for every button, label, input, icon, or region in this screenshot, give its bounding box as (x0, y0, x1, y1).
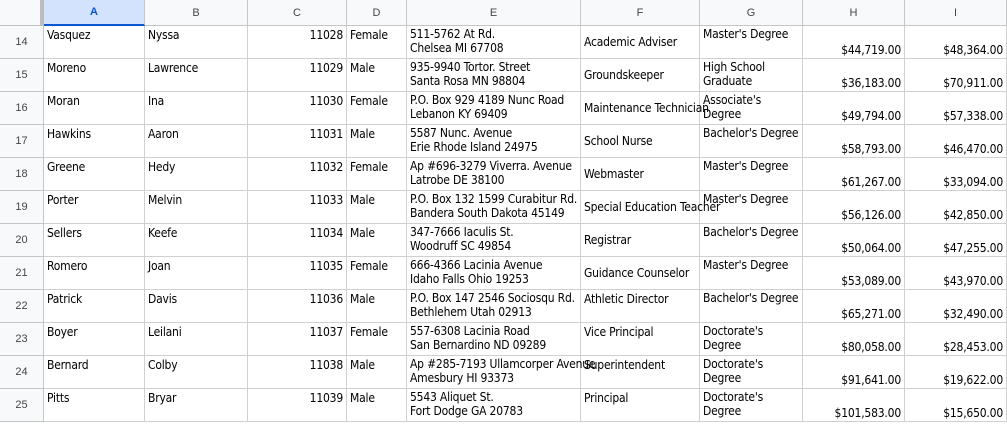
cell-last-name[interactable]: Porter (44, 191, 145, 224)
row-header[interactable]: 22 (0, 290, 44, 323)
cell-id[interactable]: 11034 (248, 224, 347, 257)
cell-address[interactable] (407, 257, 581, 290)
row-header[interactable]: 18 (0, 158, 44, 191)
address-line-city: Santa Rosa MN 98804 (410, 74, 526, 88)
cell-first-name[interactable]: Lawrence (145, 59, 248, 92)
address-line-city: Chelsea MI 67708 (410, 41, 504, 55)
cell-id[interactable]: 11037 (248, 323, 347, 356)
cell-id[interactable]: 11028 (248, 26, 347, 59)
address-line-street: 935-9940 Tortor. Street (410, 60, 531, 74)
cell-id[interactable]: 11030 (248, 92, 347, 125)
cell-address[interactable] (407, 158, 581, 191)
cell-gender[interactable]: Female (347, 257, 407, 290)
cell-education[interactable]: High School Graduate (700, 59, 803, 92)
address-line-city: Erie Rhode Island 24975 (410, 140, 538, 154)
cell-first-name[interactable]: Bryar (145, 389, 248, 422)
cell-last-name[interactable]: Greene (44, 158, 145, 191)
address-line-city: Woodruff SC 49854 (410, 239, 512, 253)
cell-id[interactable]: 11029 (248, 59, 347, 92)
cell-gender[interactable]: Male (347, 290, 407, 323)
cell-address[interactable] (407, 125, 581, 158)
cell-last-name[interactable]: Patrick (44, 290, 145, 323)
cell-salary-h[interactable]: $91,641.00 (803, 356, 905, 389)
cell-id[interactable]: 11038 (248, 356, 347, 389)
cell-education[interactable]: Doctorate's Degree (700, 323, 803, 356)
cell-id[interactable]: 11033 (248, 191, 347, 224)
cell-gender[interactable]: Male (347, 191, 407, 224)
address-line-street: 5543 Aliquet St. (410, 390, 494, 404)
cell-last-name[interactable]: Bernard (44, 356, 145, 389)
address-line-city: Bethlehem Utah 02913 (410, 305, 532, 319)
cell-first-name[interactable]: Aaron (145, 125, 248, 158)
address-line-street: P.O. Box 147 2546 Sociosqu Rd. (410, 291, 575, 305)
row-header[interactable]: 17 (0, 125, 44, 158)
cell-first-name[interactable]: Colby (145, 356, 248, 389)
cell-salary-h[interactable]: $49,794.00 (803, 92, 905, 125)
row-header[interactable]: 20 (0, 224, 44, 257)
cell-address[interactable] (407, 92, 581, 125)
cell-job-title[interactable]: Special Education Teacher (581, 191, 700, 224)
column-header-c[interactable]: C (248, 0, 347, 26)
cell-id[interactable]: 11039 (248, 389, 347, 422)
cell-salary-i[interactable]: $42,850.00 (905, 191, 1007, 224)
cell-salary-i[interactable]: $48,364.00 (905, 26, 1007, 59)
cell-gender[interactable]: Male (347, 125, 407, 158)
cell-address[interactable] (407, 59, 581, 92)
column-header-i[interactable]: I (905, 0, 1007, 26)
cell-last-name[interactable]: Sellers (44, 224, 145, 257)
cell-first-name[interactable]: Ina (145, 92, 248, 125)
cell-address[interactable] (407, 323, 581, 356)
address-line-city: Idaho Falls Ohio 19253 (410, 272, 529, 286)
cell-salary-i[interactable]: $47,255.00 (905, 224, 1007, 257)
column-header-d[interactable]: D (347, 0, 407, 26)
cell-salary-h[interactable]: $61,267.00 (803, 158, 905, 191)
cell-job-title[interactable]: Groundskeeper (581, 59, 700, 92)
cell-salary-i[interactable]: $43,970.00 (905, 257, 1007, 290)
cell-job-title[interactable]: Maintenance Technician (581, 92, 700, 125)
address-line-street: 557-6308 Lacinia Road (410, 324, 530, 338)
cell-salary-h[interactable]: $58,793.00 (803, 125, 905, 158)
cell-education[interactable]: Doctorate's Degree (700, 389, 803, 422)
cell-address[interactable] (407, 224, 581, 257)
cell-gender[interactable]: Male (347, 224, 407, 257)
cell-job-title[interactable]: Superintendent (581, 356, 700, 389)
cell-gender[interactable]: Female (347, 158, 407, 191)
cell-job-title[interactable]: Academic Adviser (581, 26, 700, 59)
cell-job-title[interactable]: Vice Principal (581, 323, 700, 356)
address-line-city: Lebanon KY 69409 (410, 107, 508, 121)
address-line-street: 5587 Nunc. Avenue (410, 126, 513, 140)
cell-education[interactable]: Associate's Degree (700, 92, 803, 125)
address-line-street: P.O. Box 929 4189 Nunc Road (410, 93, 565, 107)
cell-address[interactable] (407, 389, 581, 422)
cell-job-title[interactable]: Guidance Counselor (581, 257, 700, 290)
cell-salary-i[interactable]: $33,094.00 (905, 158, 1007, 191)
row-header[interactable]: 19 (0, 191, 44, 224)
cell-education[interactable]: Master's Degree (700, 158, 803, 191)
cell-salary-h[interactable]: $53,089.00 (803, 257, 905, 290)
cell-job-title[interactable]: School Nurse (581, 125, 700, 158)
cell-last-name[interactable]: Vasquez (44, 26, 145, 59)
cell-last-name[interactable]: Moreno (44, 59, 145, 92)
cell-id[interactable]: 11035 (248, 257, 347, 290)
cell-first-name[interactable]: Nyssa (145, 26, 248, 59)
cell-last-name[interactable]: Boyer (44, 323, 145, 356)
cell-id[interactable]: 11031 (248, 125, 347, 158)
cell-salary-h[interactable]: $80,058.00 (803, 323, 905, 356)
cell-gender[interactable]: Female (347, 92, 407, 125)
cell-salary-i[interactable]: $70,911.00 (905, 59, 1007, 92)
cell-last-name[interactable]: Moran (44, 92, 145, 125)
cell-id[interactable]: 11036 (248, 290, 347, 323)
cell-salary-h[interactable]: $44,719.00 (803, 26, 905, 59)
cell-last-name[interactable]: Pitts (44, 389, 145, 422)
cell-education[interactable]: Master's Degree (700, 26, 803, 59)
cell-last-name[interactable]: Hawkins (44, 125, 145, 158)
address-line-city: Latrobe DE 38100 (410, 173, 505, 187)
column-header-h[interactable]: H (803, 0, 905, 26)
address-line-street: P.O. Box 132 1599 Curabitur Rd. (410, 192, 578, 206)
address-line-street: Ap #285-7193 Ullamcorper Avenue (410, 357, 596, 371)
select-all-corner[interactable] (0, 0, 44, 26)
column-header-g[interactable]: G (700, 0, 803, 26)
column-header-b[interactable]: B (145, 0, 248, 26)
cell-address[interactable] (407, 290, 581, 323)
cell-education[interactable]: Master's Degree (700, 191, 803, 224)
column-header-a[interactable]: A (44, 0, 145, 26)
address-line-city: Bandera South Dakota 45149 (410, 206, 565, 220)
cell-first-name[interactable]: Davis (145, 290, 248, 323)
cell-first-name[interactable]: Leilani (145, 323, 248, 356)
cell-gender[interactable]: Male (347, 59, 407, 92)
cell-id[interactable]: 11032 (248, 158, 347, 191)
column-header-e[interactable]: E (407, 0, 581, 26)
cell-first-name[interactable]: Keefe (145, 224, 248, 257)
cell-gender[interactable]: Female (347, 26, 407, 59)
cell-salary-h[interactable]: $101,583.00 (803, 389, 905, 422)
cell-job-title[interactable]: Registrar (581, 224, 700, 257)
cell-education[interactable]: Doctorate's Degree (700, 356, 803, 389)
address-line-city: San Bernardino ND 09289 (410, 338, 546, 352)
row-header[interactable]: 23 (0, 323, 44, 356)
row-header[interactable]: 14 (0, 26, 44, 59)
cell-first-name[interactable]: Melvin (145, 191, 248, 224)
cell-first-name[interactable]: Hedy (145, 158, 248, 191)
cell-address[interactable] (407, 26, 581, 59)
cell-salary-i[interactable]: $46,470.00 (905, 125, 1007, 158)
cell-gender[interactable]: Male (347, 356, 407, 389)
cell-education[interactable]: Master's Degree (700, 257, 803, 290)
column-header-f[interactable]: F (581, 0, 700, 26)
cell-salary-i[interactable]: $19,622.00 (905, 356, 1007, 389)
row-header[interactable]: 24 (0, 356, 44, 389)
address-line-street: Ap #696-3279 Viverra. Avenue (410, 159, 572, 173)
address-line-street: 347-7666 Iaculis St. (410, 225, 514, 239)
cell-salary-h[interactable]: $36,183.00 (803, 59, 905, 92)
address-line-street: 666-4366 Lacinia Avenue (410, 258, 543, 272)
cell-last-name[interactable]: Romero (44, 257, 145, 290)
cell-salary-i[interactable]: $15,650.00 (905, 389, 1007, 422)
row-header[interactable]: 21 (0, 257, 44, 290)
address-line-street: 511-5762 At Rd. (410, 27, 496, 41)
cell-salary-h[interactable]: $65,271.00 (803, 290, 905, 323)
cell-job-title[interactable]: Principal (581, 389, 700, 422)
cell-education[interactable]: Bachelor's Degree (700, 224, 803, 257)
cell-job-title[interactable]: Athletic Director (581, 290, 700, 323)
cell-salary-h[interactable]: $56,126.00 (803, 191, 905, 224)
cell-salary-i[interactable]: $28,453.00 (905, 323, 1007, 356)
cell-job-title[interactable]: Webmaster (581, 158, 700, 191)
address-line-city: Amesbury HI 93373 (410, 371, 514, 385)
cell-gender[interactable]: Male (347, 389, 407, 422)
row-header[interactable]: 25 (0, 389, 44, 422)
address-line-city: Fort Dodge GA 20783 (410, 404, 523, 418)
cell-education[interactable]: Bachelor's Degree (700, 125, 803, 158)
cell-salary-i[interactable]: $57,338.00 (905, 92, 1007, 125)
cell-education[interactable]: Bachelor's Degree (700, 290, 803, 323)
cell-salary-h[interactable]: $50,064.00 (803, 224, 905, 257)
cell-address[interactable] (407, 356, 596, 389)
cell-address[interactable] (407, 191, 581, 224)
cell-gender[interactable]: Female (347, 323, 407, 356)
row-header[interactable]: 16 (0, 92, 44, 125)
cell-first-name[interactable]: Joan (145, 257, 248, 290)
cell-salary-i[interactable]: $32,490.00 (905, 290, 1007, 323)
row-header[interactable]: 15 (0, 59, 44, 92)
